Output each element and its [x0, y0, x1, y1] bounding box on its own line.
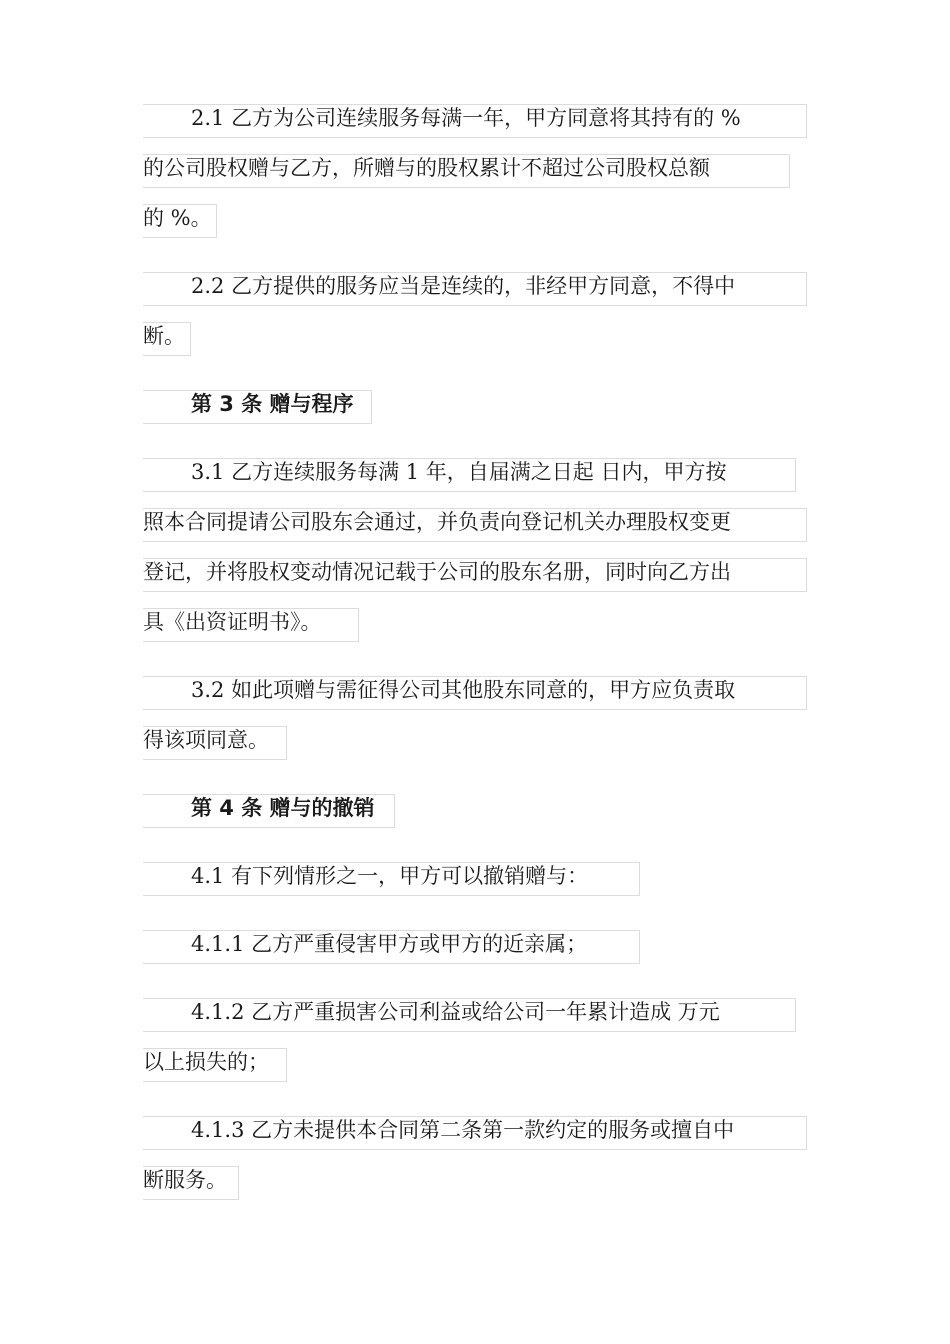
clause-3-1-line-3: 登记，并将股权变动情况记载于公司的股东名册，同时向乙方出 [143, 558, 807, 592]
clause-2-2-line-2: 断。 [143, 322, 191, 356]
clause-2-1-line-3: 的 %。 [143, 204, 217, 238]
clause-2-2-line-1: 2.2 乙方提供的服务应当是连续的，非经甲方同意，不得中 [143, 272, 807, 306]
article-3-heading: 第 3 条 赠与程序 [143, 390, 372, 424]
clause-2-1-line-1: 2.1 乙方为公司连续服务每满一年，甲方同意将其持有的 % [143, 104, 807, 138]
clause-4-1-1-line: 4.1.1 乙方严重侵害甲方或甲方的近亲属； [143, 930, 640, 964]
clause-3-1-line-4: 具《出资证明书》。 [143, 608, 359, 642]
article-4-heading: 第 4 条 赠与的撤销 [143, 794, 395, 828]
clause-4-1-line: 4.1 有下列情形之一，甲方可以撤销赠与： [143, 862, 640, 896]
clause-2-1-line-2: 的公司股权赠与乙方，所赠与的股权累计不超过公司股权总额 [143, 154, 790, 188]
clause-4-1-2-line-1: 4.1.2 乙方严重损害公司利益或给公司一年累计造成 万元 [143, 998, 796, 1032]
clause-3-2-line-2: 得该项同意。 [143, 726, 287, 760]
clause-3-2-line-1: 3.2 如此项赠与需征得公司其他股东同意的，甲方应负责取 [143, 676, 807, 710]
clause-4-1-3-line-2: 断服务。 [143, 1166, 239, 1200]
clause-4-1-3-line-1: 4.1.3 乙方未提供本合同第二条第一款约定的服务或擅自中 [143, 1116, 807, 1150]
clause-3-1-line-1: 3.1 乙方连续服务每满 1 年，自届满之日起 日内，甲方按 [143, 458, 796, 492]
clause-4-1-2-line-2: 以上损失的； [143, 1048, 287, 1082]
clause-3-1-line-2: 照本合同提请公司股东会通过，并负责向登记机关办理股权变更 [143, 508, 807, 542]
